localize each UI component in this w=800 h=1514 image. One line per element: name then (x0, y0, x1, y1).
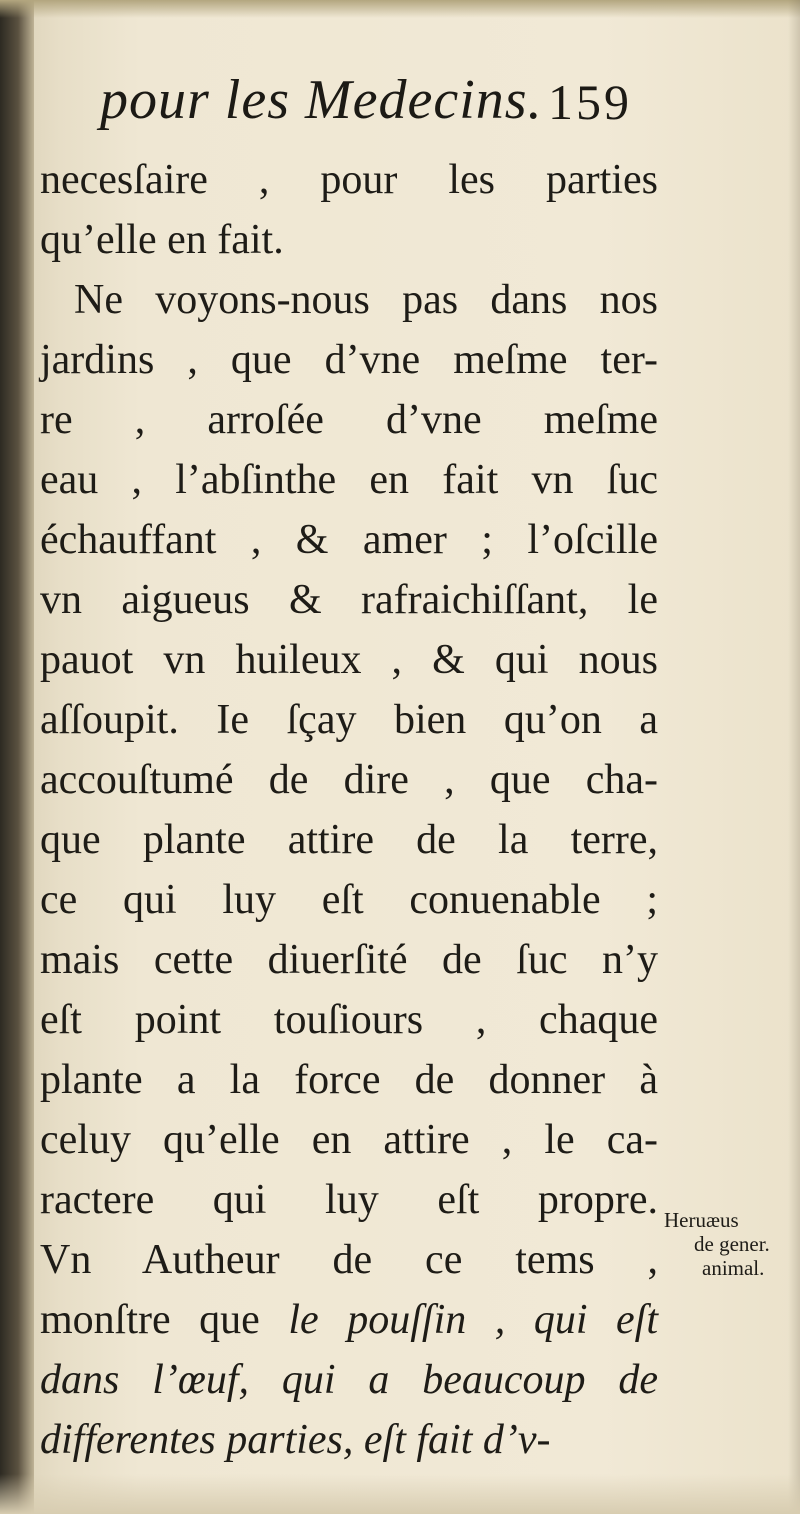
roman-text: monſtre que (40, 1297, 289, 1343)
text-line: qu’elle en fait. (40, 217, 284, 263)
italic-line: differentes parties, eſt fait d’v- (40, 1417, 551, 1463)
italic-text: le pouſſin , qui eſt (288, 1297, 659, 1343)
text-line: aſſoupit. Ie ſçay bien qu’on a (40, 697, 658, 743)
text-line: eau , l’abſinthe en fait vn ſuc (40, 457, 658, 503)
text-line: ce qui luy eſt conuenable ; (40, 877, 658, 923)
text-line: eſt point touſiours , chaque (40, 997, 658, 1043)
page-top-shading (0, 0, 800, 18)
text-line: pauot vn huileux , & qui nous (40, 637, 658, 683)
text-line: Ne voyons-nous pas dans nos (74, 277, 658, 323)
margin-note-line: de gener. (694, 1232, 770, 1256)
text-line: celuy qu’elle en attire , le ca- (40, 1117, 658, 1163)
text-line-mixed (40, 1290, 658, 1350)
text-line: que plante attire de la terre, (40, 817, 658, 863)
text-line: plante a la force de donner à (40, 1057, 658, 1103)
binding-shadow (0, 0, 34, 1514)
page-bottom-shading (0, 1474, 800, 1514)
margin-note (664, 1208, 794, 1280)
text-line: échauffant , & amer ; l’oſcille (40, 517, 658, 563)
page-number: 159 (548, 74, 632, 130)
text-line: necesſaire , pour les parties (40, 157, 658, 203)
running-head: pour les Medecins. (100, 69, 543, 131)
page-header (100, 68, 680, 138)
margin-note-line: animal. (702, 1256, 765, 1280)
text-line: Vn Autheur de ce tems , (40, 1237, 658, 1283)
margin-note-line: Heruæus (664, 1208, 739, 1232)
text-line: re , arroſée d’vne meſme (40, 397, 658, 443)
text-line: mais cette diuerſité de ſuc n’y (40, 937, 658, 983)
text-line: jardins , que d’vne meſme ter- (40, 337, 658, 383)
italic-line: dans l’œuf, qui a beaucoup de (40, 1357, 658, 1403)
text-line: accouſtumé de dire , que cha- (40, 757, 658, 803)
text-line: ractere qui luy eſt propre. (40, 1177, 658, 1223)
text-line: vn aigueus & rafraichiſſant, le (40, 577, 658, 623)
page-right-edge (788, 0, 800, 1514)
